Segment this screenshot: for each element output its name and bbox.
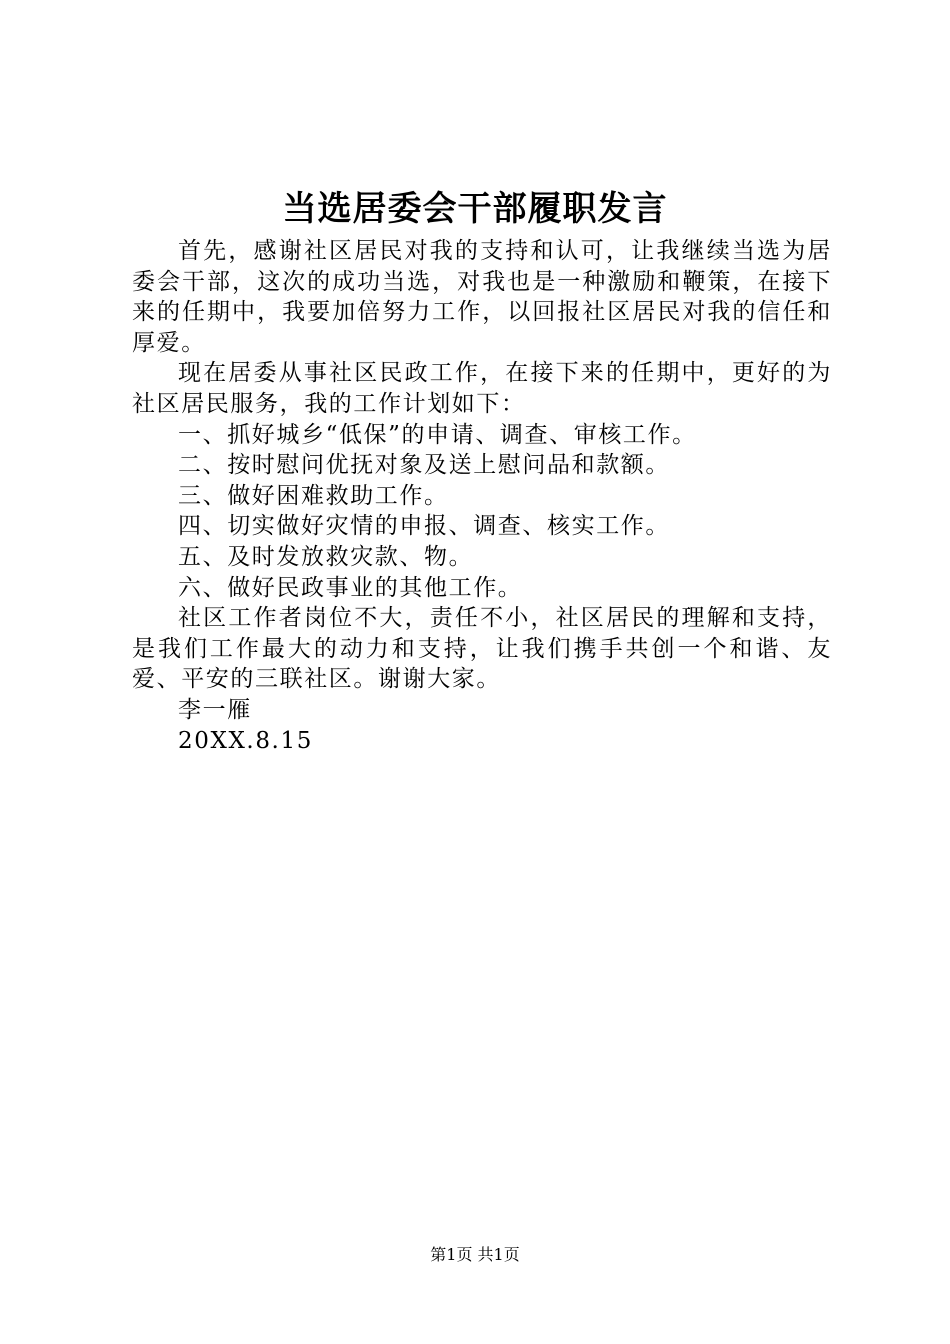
plan-item-2: 二、按时慰问优抚对象及送上慰问品和款额。 (178, 452, 670, 479)
document-body (132, 236, 832, 756)
plan-item-5: 五、及时发放救灾款、物。 (178, 543, 474, 570)
plan-item-3: 三、做好困难救助工作。 (178, 482, 449, 509)
plan-item-4: 四、切实做好灾情的申报、调查、核实工作。 (178, 513, 670, 540)
page-footer: 第1页 共1页 (430, 1245, 520, 1264)
paragraph-closing: 社区工作者岗位不大，责任不小，社区居民的理解和支持，是我们工作最大的动力和支持，让我们携手共创一个和谐、友爱、平安的三联社区。谢谢大家。 (132, 605, 832, 693)
document-title: 当选居委会干部履职发言 (282, 189, 668, 229)
signature-date: 20XX.8.15 (178, 727, 313, 754)
plan-item-6: 六、做好民政事业的其他工作。 (178, 574, 523, 601)
paragraph-intro: 首先，感谢社区居民对我的支持和认可，让我继续当选为居委会干部，这次的成功当选，对我也是一种激励和鞭策，在接下来的任期中，我要加倍努力工作，以回报社区居民对我的信任和厚爱。 (132, 238, 832, 356)
plan-item-1: 一、抓好城乡“低保”的申请、调查、审核工作。 (178, 421, 697, 448)
signature-name: 李一雁 (178, 696, 252, 723)
paragraph-plan-intro: 现在居委从事社区民政工作，在接下来的任期中，更好的为社区居民服务，我的工作计划如下： (132, 360, 832, 417)
